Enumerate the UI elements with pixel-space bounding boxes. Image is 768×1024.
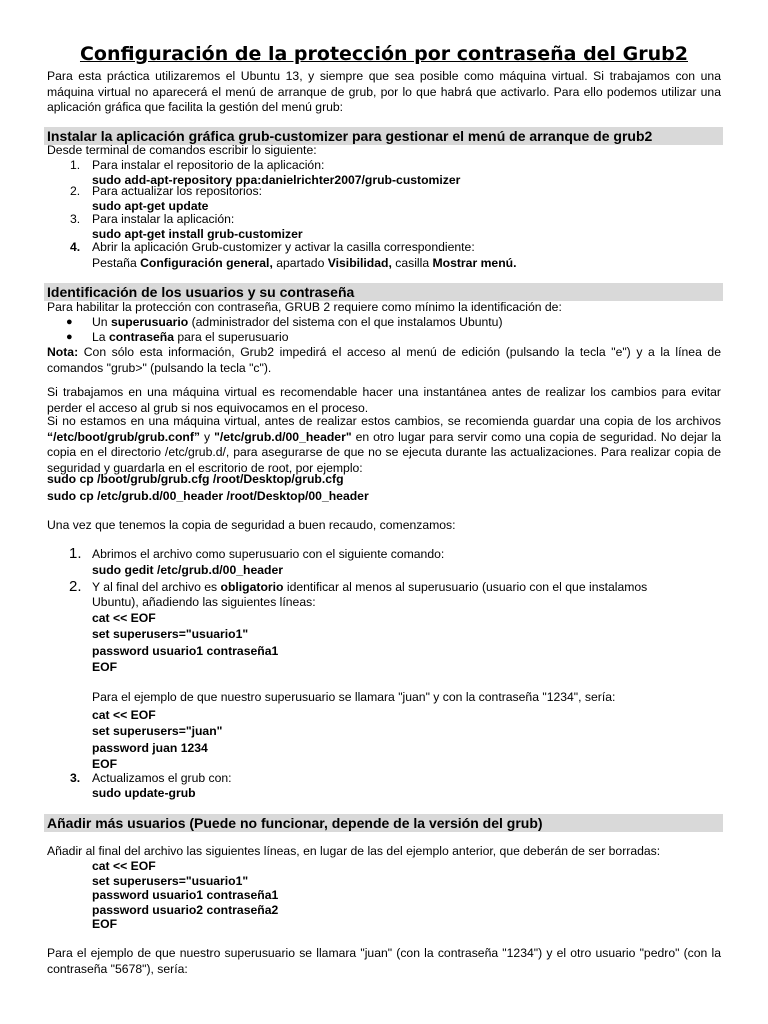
file-path: “/etc/boot/grub/grub.conf”: [47, 429, 201, 444]
command-text: sudo apt-get update: [92, 199, 209, 213]
section-heading-grub-customizer: Instalar la aplicación gráfica grub-customizer para gestionar el menú de arranque de grub2: [47, 128, 653, 144]
code-line: cat << EOF: [92, 708, 156, 722]
page-title: Configuración de la protección por contraseña del Grub2: [79, 43, 688, 65]
command-text: sudo apt-get install grub-customizer: [92, 227, 303, 241]
list-number: 2.: [70, 184, 81, 198]
bullet-icon: ●: [66, 316, 73, 328]
list-item-text: Ubuntu), añadiendo las siguientes líneas:: [92, 595, 316, 609]
list-item-text: Para actualizar los repositorios:: [92, 184, 263, 198]
code-line: set superusers="usuario1": [92, 627, 249, 641]
note-label: Nota:: [47, 345, 79, 359]
code-line: EOF: [92, 917, 118, 931]
code-line: cat << EOF: [92, 611, 156, 625]
code-line: password usuario2 contraseña2: [92, 903, 279, 917]
list-item-text: Para instalar la aplicación:: [92, 212, 235, 226]
detail-text: Pestaña: [92, 256, 141, 270]
list-number: 1.: [69, 545, 82, 562]
bullet-text: para el superusuario: [173, 330, 289, 344]
bullet-item: [92, 315, 503, 331]
list-item-text: Para instalar el repositorio de la aplicación:: [92, 158, 325, 172]
section-lead: Añadir al final del archivo las siguientes líneas, en lugar de las del ejemplo anterior, que deberán de ser borradas:: [47, 844, 661, 858]
section-heading-users: Identificación de los usuarios y su contraseña: [47, 284, 355, 300]
bullet-bold: contraseña: [108, 330, 174, 344]
bullet-text: La: [92, 330, 109, 344]
list-item-text: [92, 580, 647, 596]
code-line: password juan 1234: [92, 741, 208, 755]
vm-tip-paragraph: Si trabajamos en una máquina virtual es recomendable hacer una instantánea antes de realizar los cambios para evitar perder el acceso al grub si nos equivocamos en el proceso.: [47, 385, 721, 415]
code-line: password usuario1 contraseña1: [92, 644, 279, 658]
section-lead: Desde terminal de comandos escribir lo siguiente:: [47, 143, 317, 157]
code-line: EOF: [92, 660, 118, 674]
list-number: 4.: [70, 240, 81, 254]
command-text: sudo gedit /etc/grub.d/00_header: [92, 563, 283, 577]
start-paragraph: Una vez que tenemos la copia de seguridad a buen recaudo, comenzamos:: [47, 518, 456, 532]
command-text: sudo add-apt-repository ppa:danielrichter2007/grub-customizer: [92, 173, 461, 187]
code-line: cat << EOF: [92, 859, 156, 873]
section-heading-more-users: Añadir más usuarios (Puede no funcionar, depende de la versión del grub): [47, 815, 543, 831]
section-lead: Para habilitar la protección con contraseña, GRUB 2 requiere como mínimo la identificación de:: [47, 300, 562, 314]
bullet-bold: superusuario: [110, 315, 189, 329]
step-bold: obligatorio: [220, 580, 284, 594]
file-path: "/etc/grub.d/00_header": [214, 429, 352, 444]
list-item-text: Abrimos el archivo como superusuario con el siguiente comando:: [92, 547, 445, 561]
list-number: 3.: [70, 771, 81, 785]
bullet-text: Un: [92, 315, 111, 329]
code-line: password usuario1 contraseña1: [92, 888, 279, 902]
backup-text: en otro lugar para servir como una copia de seguridad. No dejar la copia en el directorio /etc/grub.d/, para asegurarse de que no se ejecuta durante las actualizaciones. Para realizar copia de seguridad y guardarla en el escritorio de root, por ejemplo:: [47, 429, 721, 475]
intro-paragraph: Para esta práctica utilizaremos el Ubuntu 13, y siempre que sea posible como máquina virtual. Si trabajamos con una máquina virtual no aparecerá el menú de arranque de grub, por lo que habrá que activarlo. Para ello podemos utilizar una aplicación gráfica que facilita la gestión del menú grub:: [47, 69, 721, 114]
code-line: set superusers="usuario1": [92, 874, 249, 888]
code-line: EOF: [92, 757, 118, 771]
detail-text: apartado: [272, 256, 328, 270]
list-item-text: Actualizamos el grub con:: [92, 771, 232, 785]
bullet-text: (administrador del sistema con el que instalamos Ubuntu): [188, 315, 503, 329]
command-text: sudo cp /etc/grub.d/00_header /root/Desktop/00_header: [47, 489, 369, 503]
detail-bold: Configuración general,: [140, 256, 273, 270]
command-text: sudo cp /boot/grub/grub.cfg /root/Desktop/grub.cfg: [47, 472, 344, 486]
note-paragraph: [47, 345, 721, 376]
detail-bold: Mostrar menú.: [432, 256, 517, 270]
backup-text: y: [200, 429, 215, 444]
detail-text: casilla: [391, 256, 433, 270]
detail-bold: Visibilidad,: [327, 256, 392, 270]
list-item-text: Abrir la aplicación Grub-customizer y activar la casilla correspondiente:: [92, 240, 475, 254]
note-text: Con sólo esta información, Grub2 impedirá el acceso al menú de edición (pulsando la tecla "e") y a la línea de comandos "grub>" (pulsando la tecla "c").: [47, 345, 721, 375]
step-text: Y al final del archivo es: [92, 580, 221, 594]
list-number: 1.: [70, 158, 81, 172]
example-paragraph: Para el ejemplo de que nuestro superusuario se llamara "juan" (con la contraseña "1234") y el otro usuario "pedro" (con la contraseña "5678"), sería:: [47, 946, 721, 976]
code-line: set superusers="juan": [92, 724, 223, 738]
example-paragraph: Para el ejemplo de que nuestro superusuario se llamara "juan" y con la contraseña "1234", sería:: [92, 690, 616, 704]
bullet-item: [92, 330, 288, 346]
list-number: 3.: [70, 212, 81, 226]
backup-text: Si no estamos en una máquina virtual, antes de realizar estos cambios, se recomienda guardar una copia de los archivos: [47, 414, 721, 428]
step-text: identificar al menos al superusuario (usuario con el que instalamos: [283, 580, 648, 594]
list-number: 2.: [69, 578, 82, 595]
command-text: sudo update-grub: [92, 786, 196, 800]
bullet-icon: ●: [66, 331, 73, 343]
backup-paragraph: [47, 414, 721, 476]
step4-detail: [92, 256, 516, 272]
